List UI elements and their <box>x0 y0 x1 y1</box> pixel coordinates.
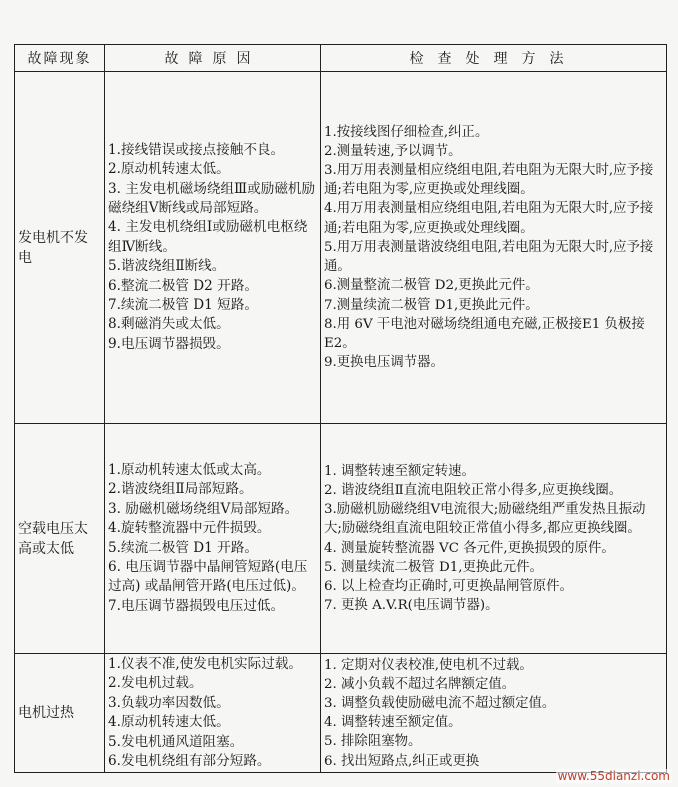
watermark: www.55dianzi.com <box>557 769 670 783</box>
method-item: 5. 测量续流二极管 D1,更换此元件。 <box>324 559 543 575</box>
cause-item: 8.剩磁消失或太低。 <box>108 316 230 333</box>
method-item: 1. 定期对仪表校准,使电机不过载。 <box>324 657 533 673</box>
cause-item: 4. 主发电机绕组Ⅰ或励磁机电枢绕组Ⅳ断线。 <box>108 219 308 255</box>
cause-item: 7.电压调节器损毁电压过低。 <box>108 597 285 614</box>
header-cause: 故障原因 <box>105 45 321 72</box>
cause-item: 3.负载功率因数低。 <box>108 694 230 711</box>
method-item: 3.用万用表测量相应绕组电阻,若电阻为无限大时,应予接通;若电阻为零,应更换或处理线圈。 <box>324 163 654 198</box>
fault-phenomenon: 空载电压太高或太低 <box>15 424 105 654</box>
cause-item: 1.原动机转速太低或太高。 <box>108 461 271 478</box>
method-item: 4.用万用表测量相应绕组电阻,若电阻为无限大时,应予接通;若电阻为零,应更换或处理线圈。 <box>324 201 654 236</box>
table-body <box>15 72 667 773</box>
method-item: 6. 以上检查均正确时,可更换晶闸管原件。 <box>324 578 573 594</box>
method-item: 1. 调整转速至额定转速。 <box>324 463 475 479</box>
cause-list <box>105 654 321 773</box>
cause-item: 4.原动机转速太低。 <box>108 714 230 731</box>
cause-item: 3. 主发电机磁场绕组Ⅲ或励磁机励磁绕组Ⅴ断线或局部短路。 <box>108 180 316 216</box>
cause-item: 5.发电机通风道阻塞。 <box>108 733 244 750</box>
method-item: 6.测量整流二极管 D2,更换此元件。 <box>324 278 539 294</box>
method-item: 8.用 6V 干电池对磁场绕组通电充磁,正极接E1 负极接 E2。 <box>324 316 645 351</box>
method-item: 6. 找出短路点,纠正或更换 <box>324 753 480 769</box>
method-item: 3. 调整负载使励磁电流不超过额定值。 <box>324 696 556 712</box>
method-item: 2. 谐波绕组Ⅱ直流电阻较正常小得多,应更换线圈。 <box>324 482 623 498</box>
table-row <box>15 424 667 654</box>
cause-item: 1.接线错误或接点接触不良。 <box>108 141 285 158</box>
method-item: 2. 减小负载不超过名牌额定值。 <box>324 676 516 692</box>
cause-item: 2.原动机转速太低。 <box>108 161 230 178</box>
header-phenomenon: 故障现象 <box>15 45 105 72</box>
cause-item: 6.整流二极管 D2 开路。 <box>108 277 258 294</box>
cause-item: 5.续流二极管 D1 开路。 <box>108 539 258 556</box>
cause-item: 1.仪表不准,使发电机实际过载。 <box>108 656 303 672</box>
fault-phenomenon: 电机过热 <box>15 654 105 773</box>
method-item: 7. 更换 A.V.R(电压调节器)。 <box>324 598 499 614</box>
method-item: 3.励磁机励磁绕组Ⅴ电流很大;励磁绕组严重发热且振动大;励磁绕组直流电阻较正常值小得多,都应更换线圈。 <box>324 502 646 537</box>
method-item: 7.测量续流二极管 D1,更换此元件。 <box>324 297 539 313</box>
method-item: 4. 测量旋转整流器 VC 各元件,更换损毁的原件。 <box>324 540 615 556</box>
method-list <box>321 654 667 773</box>
table-row <box>15 654 667 773</box>
method-item: 5.用万用表测量谐波绕组电阻,若电阻为无限大时,应予接通。 <box>324 239 654 275</box>
header-row <box>15 45 667 72</box>
cause-item: 6. 电压调节器中晶闸管短路(电压过高) 或晶闸管开路(电压过低)。 <box>108 558 308 595</box>
fault-phenomenon: 发电机不发电 <box>15 72 105 424</box>
method-item: 2.测量转速,予以调节。 <box>324 143 462 159</box>
method-item: 5. 排除阻塞物。 <box>324 734 422 750</box>
cause-item: 4.旋转整流器中元件损毁。 <box>108 520 271 537</box>
method-list <box>321 72 667 424</box>
header-method: 检查处理方法 <box>321 45 667 72</box>
method-list <box>321 424 667 654</box>
cause-item: 5.谐波绕组Ⅱ断线。 <box>108 258 226 275</box>
cause-list <box>105 424 321 654</box>
table-row <box>15 72 667 424</box>
cause-list <box>105 72 321 424</box>
cause-item: 2.谐波绕组Ⅱ局部短路。 <box>108 481 253 498</box>
cause-item: 3. 励磁机磁场绕组Ⅴ局部短路。 <box>108 500 299 517</box>
cause-item: 2.发电机过载。 <box>108 675 203 692</box>
cause-item: 7.续流二极管 D1 短路。 <box>108 297 258 314</box>
method-item: 9.更换电压调节器。 <box>324 355 444 371</box>
cause-item: 6.发电机绕组有部分短路。 <box>108 753 271 770</box>
method-item: 1.按接线图仔细检查,纠正。 <box>324 124 489 140</box>
method-item: 4. 调整转速至额定值。 <box>324 715 462 731</box>
cause-item: 9.电压调节器损毁。 <box>108 335 230 352</box>
fault-table <box>14 44 667 773</box>
